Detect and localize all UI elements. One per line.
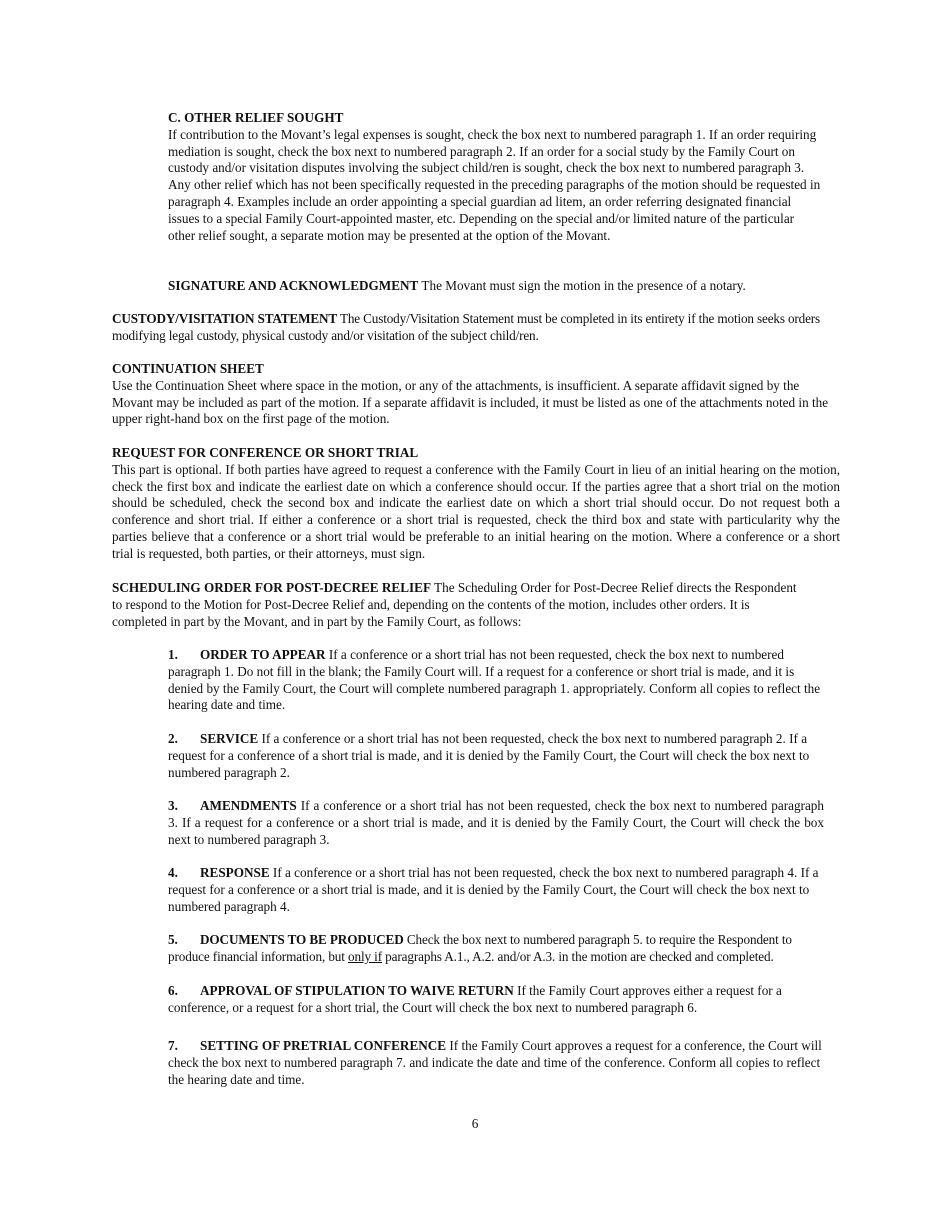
section-heading: CONTINUATION SHEET xyxy=(112,361,264,376)
item-number: 1. xyxy=(168,647,178,662)
item-heading: SERVICE xyxy=(200,731,259,746)
item-heading: ORDER TO APPEAR xyxy=(200,647,326,662)
item-number: 7. xyxy=(168,1038,178,1053)
item-body: Check the box next to numbered paragraph 5. to require the Respondent to produce financial information, but xyxy=(168,932,792,964)
item-body: If a conference or a short trial has not been requested, check the box next to numbered paragraph 1. Do not fill in the blank; the Family Court will. If a request for a conference or short trial is made, and it is denied by the Family Court, the Court will complete numbered paragraph 1. appropriately. Conform all copies to reflect the hearing date and time. xyxy=(168,647,821,713)
item-body: If a conference or a short trial has not been requested, check the box next to numbered paragraph 3. If a request for a conference or a short trial is made, and it is denied by the Family Court, the Court will check the box next to numbered paragraph 3. xyxy=(168,798,824,847)
item-body: paragraphs A.1., A.2. and/or A.3. in the motion are checked and completed. xyxy=(381,948,774,964)
section-body: The Custody/Visitation Statement must be completed in its entirety if the motion seeks orders modifying legal custody, physical custody and/or visitation of the subject child/ren. xyxy=(112,311,821,343)
section-body: The Movant must sign the motion in the presence of a notary. xyxy=(418,278,746,293)
item-number: 6. xyxy=(168,983,178,998)
signature-section xyxy=(168,278,824,295)
item-heading: AMENDMENTS xyxy=(200,798,297,813)
item-heading: APPROVAL OF STIPULATION TO WAIVE RETURN xyxy=(200,983,514,998)
item-number: 2. xyxy=(168,731,178,746)
item-documents-to-be-produced xyxy=(168,932,824,966)
item-body: If a conference or a short trial has not been requested, check the box next to numbered paragraph 2. If a request for a conference of a short trial is made, and it is denied by the Family Court, the Court will check the box next to numbered paragraph 2. xyxy=(168,731,810,780)
section-body: If contribution to the Movant’s legal expenses is sought, check the box next to numbered paragraph 1. If an order requiring mediation is sought, check the box next to numbered paragraph 2. If an order for a social study by the Family Court on custody and/or visitation disputes involving the subject child/ren is sought, check the box next to numbered paragraph 3. Any other relief which has not been specifically requested in the preceding paragraphs of the motion should be requested in paragraph 4. Examples include an order appointing a special guardian ad litem, an order referring designated financial issues to a special Family Court-appointed master, etc. Depending on the special and/or limited nature of the particular other relief sought, a separate motion may be presented at the option of the Movant. xyxy=(168,126,821,243)
section-heading: REQUEST FOR CONFERENCE OR SHORT TRIAL xyxy=(112,445,419,460)
continuation-section xyxy=(112,361,840,428)
other-relief-section xyxy=(168,110,824,244)
item-body-underlined: only if xyxy=(348,948,382,964)
item-order-to-appear xyxy=(168,647,824,714)
section-heading: C. OTHER RELIEF SOUGHT xyxy=(168,110,344,125)
item-body: If the Family Court approves a request for a conference, the Court will check the box next to numbered paragraph 7. and indicate the date and time of the conference. Conform all copies to reflect the hearing date and time. xyxy=(168,1038,822,1087)
item-heading: RESPONSE xyxy=(200,865,270,880)
item-number: 4. xyxy=(168,865,178,880)
item-amendments xyxy=(168,798,824,848)
section-body: The Scheduling Order for Post-Decree Relief directs the Respondent to respond to the Motion for Post-Decree Relief and, depending on the contents of the motion, includes other orders. It is completed in part by the Movant, and in part by the Family Court, as follows: xyxy=(112,580,797,629)
page-number: 6 xyxy=(471,1116,479,1131)
scheduling-section xyxy=(112,580,802,630)
custody-section xyxy=(112,311,840,345)
item-number: 3. xyxy=(168,798,178,813)
item-number: 5. xyxy=(168,932,178,947)
section-body: This part is optional. If both parties have agreed to request a conference with the Family Court in lieu of an initial hearing on the motion, check the first box and indicate the earliest date on which a conference should occur. If the parties agree that a short trial on the motion should be scheduled, check the second box and indicate the earliest date on which a short trial should occur. Do not request both a conference and short trial. If either a conference or a short trial is requested, check the third box and state with particularity why the parties believe that a conference or a short trial would be preferable to an initial hearing on the motion. Where a conference or a short trial is requested, both parties, or their attorneys, must sign. xyxy=(112,461,840,561)
item-approval-of-stipulation xyxy=(168,983,824,1017)
item-heading: SETTING OF PRETRIAL CONFERENCE xyxy=(200,1038,447,1053)
section-heading: SCHEDULING ORDER FOR POST-DECREE RELIEF xyxy=(112,580,431,595)
item-body: If a conference or a short trial has not been requested, check the box next to numbered paragraph 4. If a request for a conference or a short trial is made, and it is denied by the Family Court, the Court will check the box next to numbered paragraph 4. xyxy=(168,865,819,914)
section-heading: CUSTODY/VISITATION STATEMENT xyxy=(112,311,338,326)
section-heading: SIGNATURE AND ACKNOWLEDGMENT xyxy=(168,278,419,293)
item-setting-of-pretrial-conference xyxy=(168,1038,824,1088)
item-heading: DOCUMENTS TO BE PRODUCED xyxy=(200,932,404,947)
section-body: Use the Continuation Sheet where space in the motion, or any of the attachments, is insufficient. A separate affidavit signed by the Movant may be included as part of the motion. If a separate affidavit is included, it must be listed as one of the attachments noted in the upper right-hand box on the first page of the motion. xyxy=(112,377,829,427)
conference-section xyxy=(112,445,840,563)
item-service xyxy=(168,731,824,781)
item-body: If the Family Court approves either a request for a conference, or a request for a short trial, the Court will check the box next to numbered paragraph 6. xyxy=(168,983,782,1015)
item-response xyxy=(168,865,824,915)
